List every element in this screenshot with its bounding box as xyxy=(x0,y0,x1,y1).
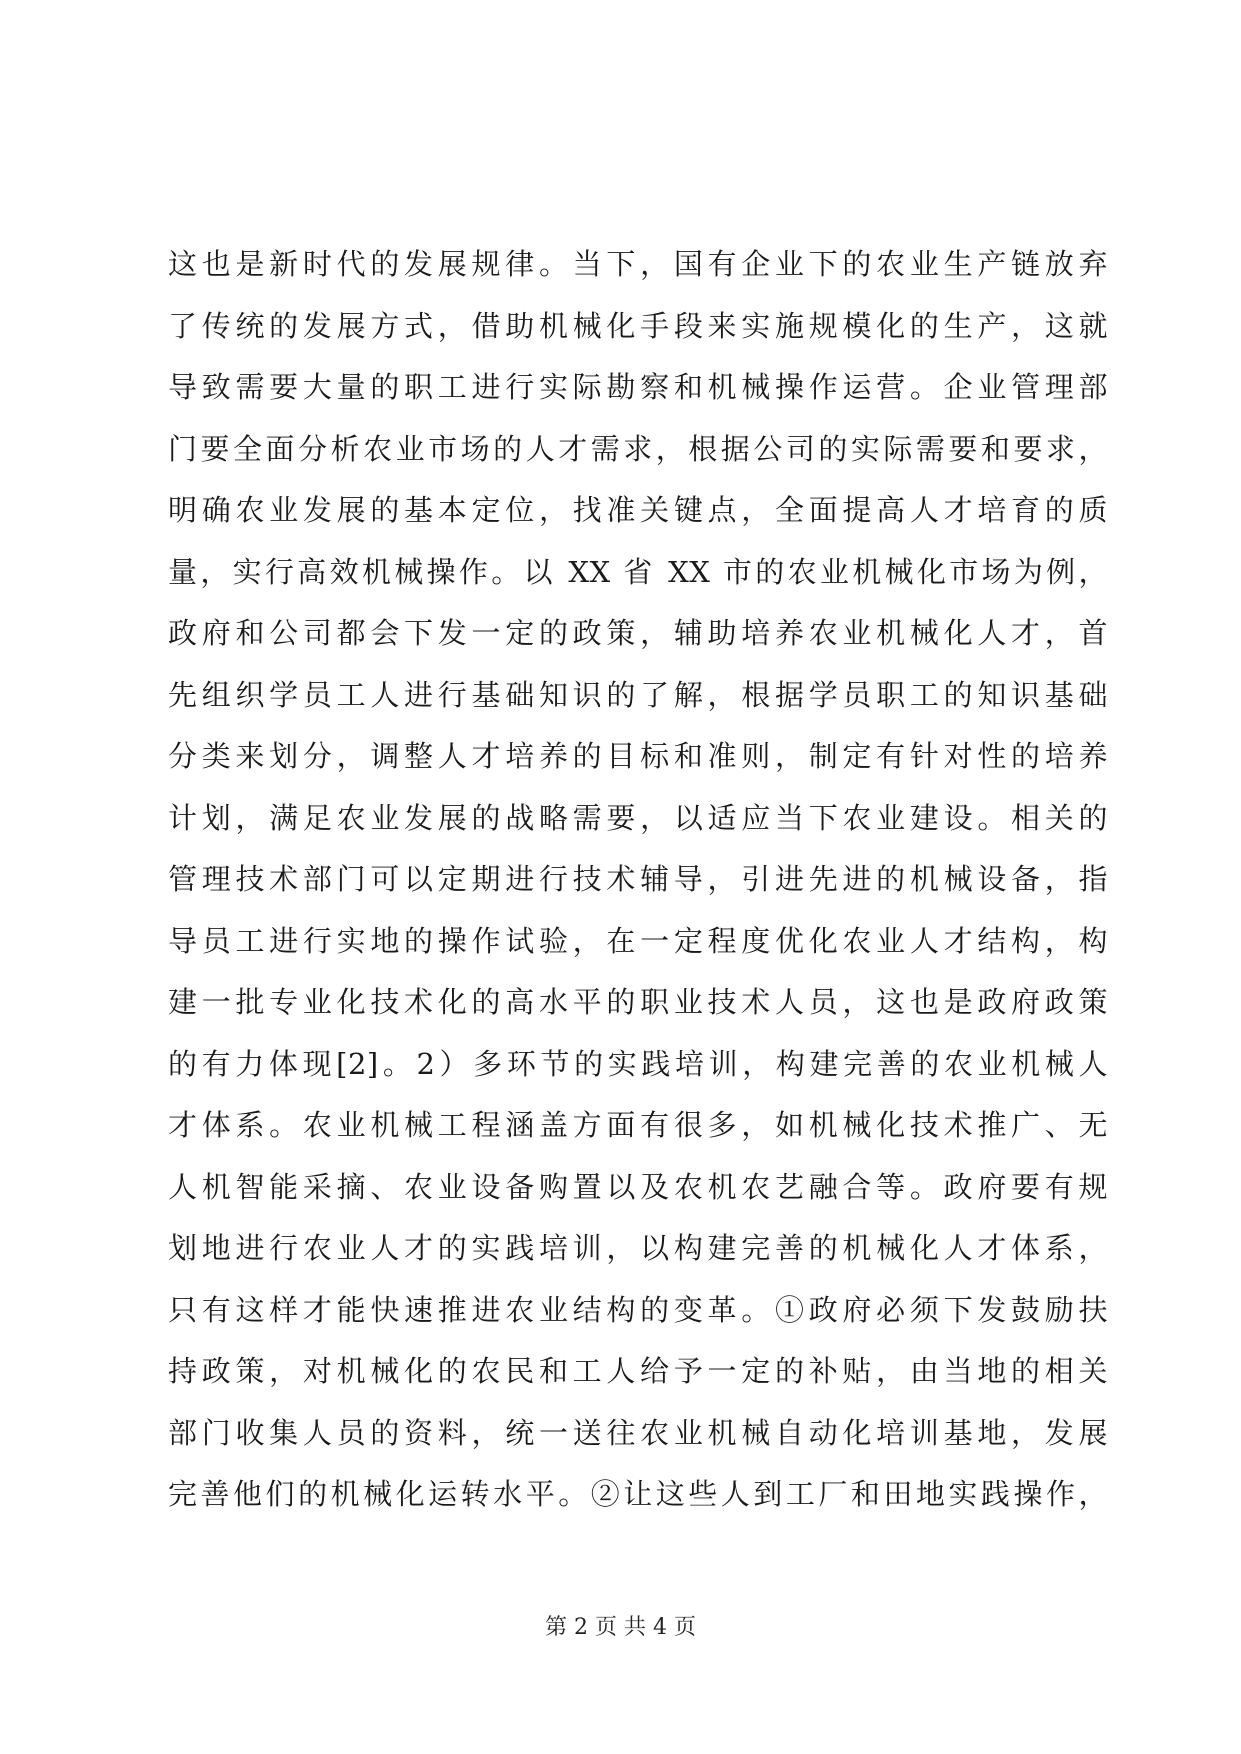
text-line-16: 人机智能采摘、农业设备购置以及农机农艺融合等。政府要有规 xyxy=(168,1169,1108,1204)
text-line-11: 管理技术部门可以定期进行技术辅导，引进先进的机械设备，指 xyxy=(168,862,1108,896)
text-line-8: 先组织学员工人进行基础知识的了解，根据学员职工的知识基础 xyxy=(168,677,1108,712)
text-line-9: 分类来划分，调整人才培养的目标和准则，制定有针对性的培养 xyxy=(168,739,1108,773)
text-line-12: 导员工进行实地的操作试验，在一定程度优化农业人才结构，构 xyxy=(168,923,1108,958)
body-text xyxy=(168,234,1108,1526)
text-line-3: 导致需要大量的职工进行实际勘察和机械操作运营。企业管理部 xyxy=(168,370,1108,404)
text-line-14: 的有力体现[2]。2）多环节的实践培训，构建完善的农业机械人 xyxy=(168,1046,1108,1081)
text-line-17: 划地进行农业人才的实践培训，以构建完善的机械化人才体系， xyxy=(168,1231,1108,1265)
text-line-2: 了传统的发展方式，借助机械化手段来实施规模化的生产，这就 xyxy=(168,308,1108,343)
page-footer: 第 2 页 共 4 页 xyxy=(545,1615,696,1640)
text-line-10: 计划，满足农业发展的战略需要，以适应当下农业建设。相关的 xyxy=(168,800,1108,835)
text-line-15: 才体系。农业机械工程涵盖方面有很多，如机械化技术推广、无 xyxy=(168,1108,1108,1142)
text-line-18: 只有这样才能快速推进农业结构的变革。①政府必须下发鼓励扶 xyxy=(168,1292,1108,1327)
text-line-4: 门要全面分析农业市场的人才需求，根据公司的实际需要和要求， xyxy=(168,431,1108,466)
text-line-21: 完善他们的机械化运转水平。②让这些人到工厂和田地实践操作， xyxy=(168,1477,1108,1511)
text-line-19: 持政策，对机械化的农民和工人给予一定的补贴，由当地的相关 xyxy=(168,1354,1108,1388)
text-line-6: 量，实行高效机械操作。以 XX 省 XX 市的农业机械化市场为例， xyxy=(168,554,1108,589)
text-line-5: 明确农业发展的基本定位，找准关键点，全面提高人才培育的质 xyxy=(168,493,1108,527)
text-line-20: 部门收集人员的资料，统一送往农业机械自动化培训基地，发展 xyxy=(168,1415,1108,1450)
text-line-13: 建一批专业化技术化的高水平的职业技术人员，这也是政府政策 xyxy=(168,985,1108,1019)
text-line-7: 政府和公司都会下发一定的政策，辅助培养农业机械化人才，首 xyxy=(168,616,1108,650)
text-line-1: 这也是新时代的发展规律。当下，国有企业下的农业生产链放弃 xyxy=(168,247,1108,281)
